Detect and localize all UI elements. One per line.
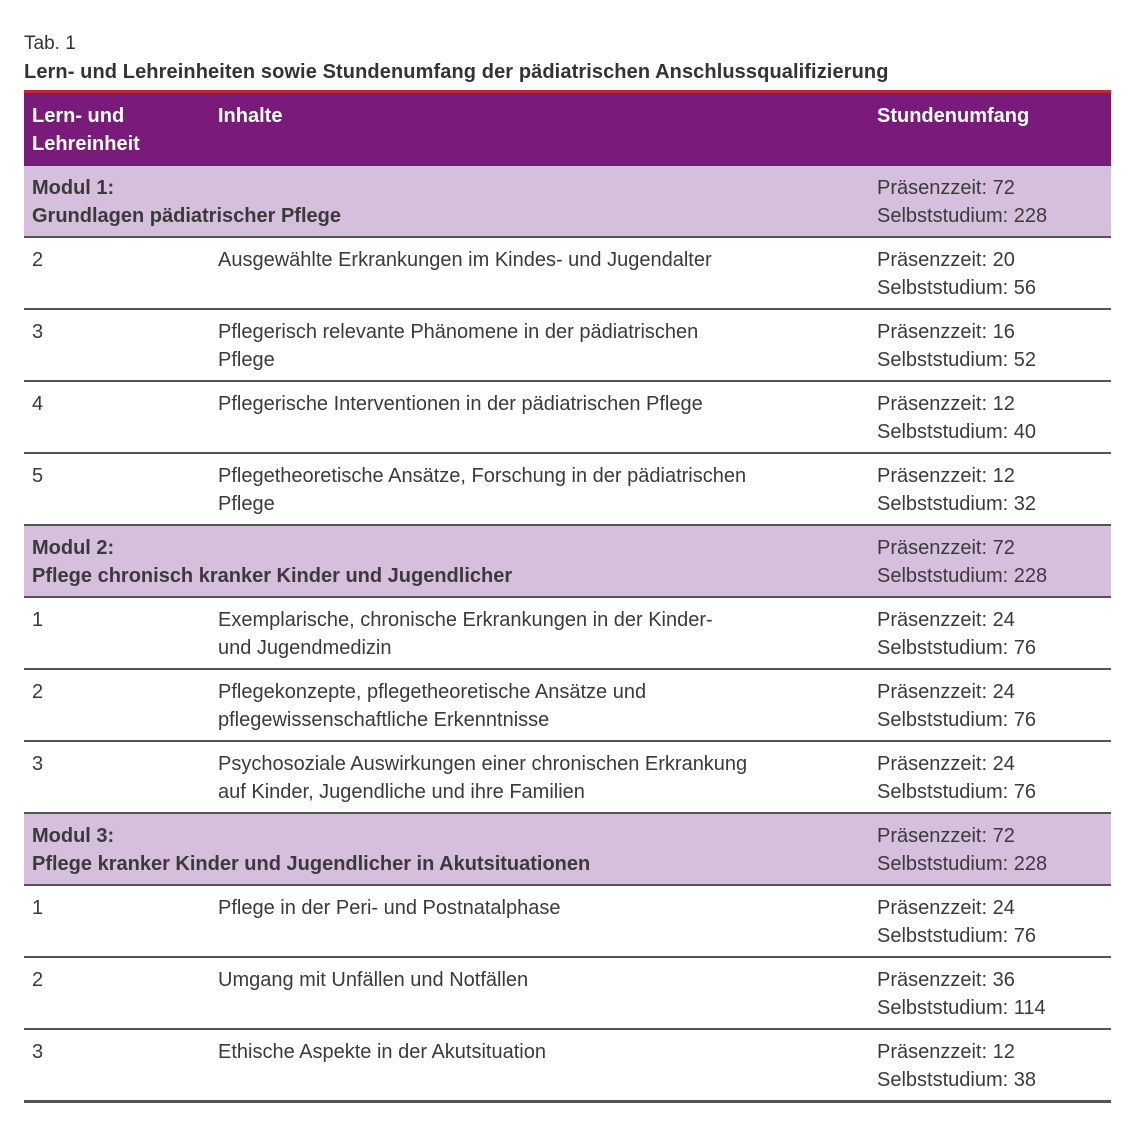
header-unit-line2: Lehreinheit bbox=[32, 133, 140, 155]
module-title bbox=[32, 174, 852, 230]
content-line: Pflegerische Interventionen in der pädiatrischen Pflege bbox=[218, 393, 703, 415]
content-line: Pflegerisch relevante Phänomene in der pädiatrischen bbox=[218, 321, 699, 343]
module-hours bbox=[877, 534, 1107, 590]
presence-hours: Präsenzzeit: 72 bbox=[877, 537, 1015, 559]
unit-number: 3 bbox=[32, 753, 44, 775]
presence-hours: Präsenzzeit: 16 bbox=[877, 321, 1015, 343]
content-line: pflegewissenschaftliche Erkenntnisse bbox=[218, 709, 550, 731]
unit-content bbox=[218, 462, 858, 518]
unit-number: 2 bbox=[32, 249, 44, 271]
table-row bbox=[24, 886, 1111, 958]
table-header-row bbox=[24, 93, 1111, 166]
module-name: Grundlagen pädiatrischer Pflege bbox=[32, 205, 341, 227]
module-label: Modul 2: bbox=[32, 537, 115, 559]
unit-hours bbox=[877, 750, 1107, 806]
self-study-hours: Selbststudium: 76 bbox=[877, 709, 1036, 731]
content-line: Pflegetheoretische Ansätze, Forschung in der pädiatrischen bbox=[218, 465, 747, 487]
content-line: Pflegekonzepte, pflegetheoretische Ansätze und bbox=[218, 681, 647, 703]
module-name: Pflege kranker Kinder und Jugendlicher in Akutsituationen bbox=[32, 853, 591, 875]
content-line: Pflege bbox=[218, 349, 275, 371]
unit-number: 3 bbox=[32, 321, 44, 343]
unit-hours bbox=[877, 894, 1107, 950]
header-unit-line1: Lern- und bbox=[32, 105, 125, 127]
self-study-hours: Selbststudium: 76 bbox=[877, 637, 1036, 659]
module-row bbox=[24, 526, 1111, 598]
self-study-hours: Selbststudium: 40 bbox=[877, 421, 1036, 443]
unit-content bbox=[218, 390, 858, 418]
table-row bbox=[24, 598, 1111, 670]
module-title bbox=[32, 534, 852, 590]
unit-hours bbox=[877, 390, 1107, 446]
presence-hours: Präsenzzeit: 12 bbox=[877, 1041, 1015, 1063]
module-hours bbox=[877, 822, 1107, 878]
module-hours bbox=[877, 174, 1107, 230]
content-line: Ausgewählte Erkrankungen im Kindes- und Jugendalter bbox=[218, 249, 712, 271]
presence-hours: Präsenzzeit: 24 bbox=[877, 897, 1015, 919]
unit-content bbox=[218, 894, 858, 922]
table-row bbox=[24, 670, 1111, 742]
presence-hours: Präsenzzeit: 72 bbox=[877, 177, 1015, 199]
presence-hours: Präsenzzeit: 24 bbox=[877, 681, 1015, 703]
module-label: Modul 3: bbox=[32, 825, 115, 847]
presence-hours: Präsenzzeit: 12 bbox=[877, 393, 1015, 415]
content-line: Exemplarische, chronische Erkrankungen in der Kinder- bbox=[218, 609, 713, 631]
unit-hours bbox=[877, 246, 1107, 302]
self-study-hours: Selbststudium: 52 bbox=[877, 349, 1036, 371]
table-row bbox=[24, 238, 1111, 310]
self-study-hours: Selbststudium: 56 bbox=[877, 277, 1036, 299]
module-name: Pflege chronisch kranker Kinder und Jugendlicher bbox=[32, 565, 513, 587]
unit-content bbox=[218, 750, 858, 806]
table-row bbox=[24, 454, 1111, 526]
presence-hours: Präsenzzeit: 20 bbox=[877, 249, 1015, 271]
content-line: Psychosoziale Auswirkungen einer chronischen Erkrankung bbox=[218, 753, 748, 775]
self-study-hours: Selbststudium: 76 bbox=[877, 781, 1036, 803]
content-line: Pflege bbox=[218, 493, 275, 515]
presence-hours: Präsenzzeit: 24 bbox=[877, 609, 1015, 631]
unit-hours bbox=[877, 1038, 1107, 1094]
unit-number: 1 bbox=[32, 897, 44, 919]
self-study-hours: Selbststudium: 114 bbox=[877, 997, 1046, 1019]
content-line: auf Kinder, Jugendliche und ihre Familien bbox=[218, 781, 585, 803]
table-caption-label: Tab. 1 bbox=[24, 33, 76, 54]
curriculum-table bbox=[24, 90, 1111, 1103]
presence-hours: Präsenzzeit: 24 bbox=[877, 753, 1015, 775]
content-line: und Jugendmedizin bbox=[218, 637, 392, 659]
unit-number: 3 bbox=[32, 1041, 44, 1063]
header-unit bbox=[32, 102, 212, 158]
presence-hours: Präsenzzeit: 72 bbox=[877, 825, 1015, 847]
unit-number: 2 bbox=[32, 969, 44, 991]
unit-number: 1 bbox=[32, 609, 44, 631]
module-title bbox=[32, 822, 852, 878]
header-content: Inhalte bbox=[218, 105, 283, 127]
module-label: Modul 1: bbox=[32, 177, 115, 199]
unit-content bbox=[218, 1038, 858, 1066]
content-line: Pflege in der Peri- und Postnatalphase bbox=[218, 897, 561, 919]
table-row bbox=[24, 382, 1111, 454]
self-study-hours: Selbststudium: 76 bbox=[877, 925, 1036, 947]
unit-content bbox=[218, 318, 858, 374]
self-study-hours: Selbststudium: 228 bbox=[877, 853, 1048, 875]
unit-content bbox=[218, 246, 858, 274]
self-study-hours: Selbststudium: 32 bbox=[877, 493, 1036, 515]
unit-hours bbox=[877, 606, 1107, 662]
presence-hours: Präsenzzeit: 36 bbox=[877, 969, 1015, 991]
unit-number: 2 bbox=[32, 681, 44, 703]
unit-hours bbox=[877, 678, 1107, 734]
table-row bbox=[24, 310, 1111, 382]
unit-hours bbox=[877, 318, 1107, 374]
table-row bbox=[24, 958, 1111, 1030]
module-row bbox=[24, 814, 1111, 886]
content-line: Ethische Aspekte in der Akutsituation bbox=[218, 1041, 546, 1063]
self-study-hours: Selbststudium: 38 bbox=[877, 1069, 1036, 1091]
module-row bbox=[24, 166, 1111, 238]
unit-content bbox=[218, 678, 858, 734]
table-caption-title: Lern- und Lehreinheiten sowie Stundenumfang der pädiatrischen Anschlussqualifizierung bbox=[24, 61, 889, 83]
table-row bbox=[24, 1030, 1111, 1103]
content-line: Umgang mit Unfällen und Notfällen bbox=[218, 969, 529, 991]
unit-number: 4 bbox=[32, 393, 44, 415]
self-study-hours: Selbststudium: 228 bbox=[877, 205, 1048, 227]
self-study-hours: Selbststudium: 228 bbox=[877, 565, 1048, 587]
table-row bbox=[24, 742, 1111, 814]
header-hours: Stundenumfang bbox=[877, 105, 1030, 127]
unit-hours bbox=[877, 462, 1107, 518]
unit-hours bbox=[877, 966, 1107, 1022]
unit-content bbox=[218, 966, 858, 994]
unit-number: 5 bbox=[32, 465, 44, 487]
unit-content bbox=[218, 606, 858, 662]
presence-hours: Präsenzzeit: 12 bbox=[877, 465, 1015, 487]
